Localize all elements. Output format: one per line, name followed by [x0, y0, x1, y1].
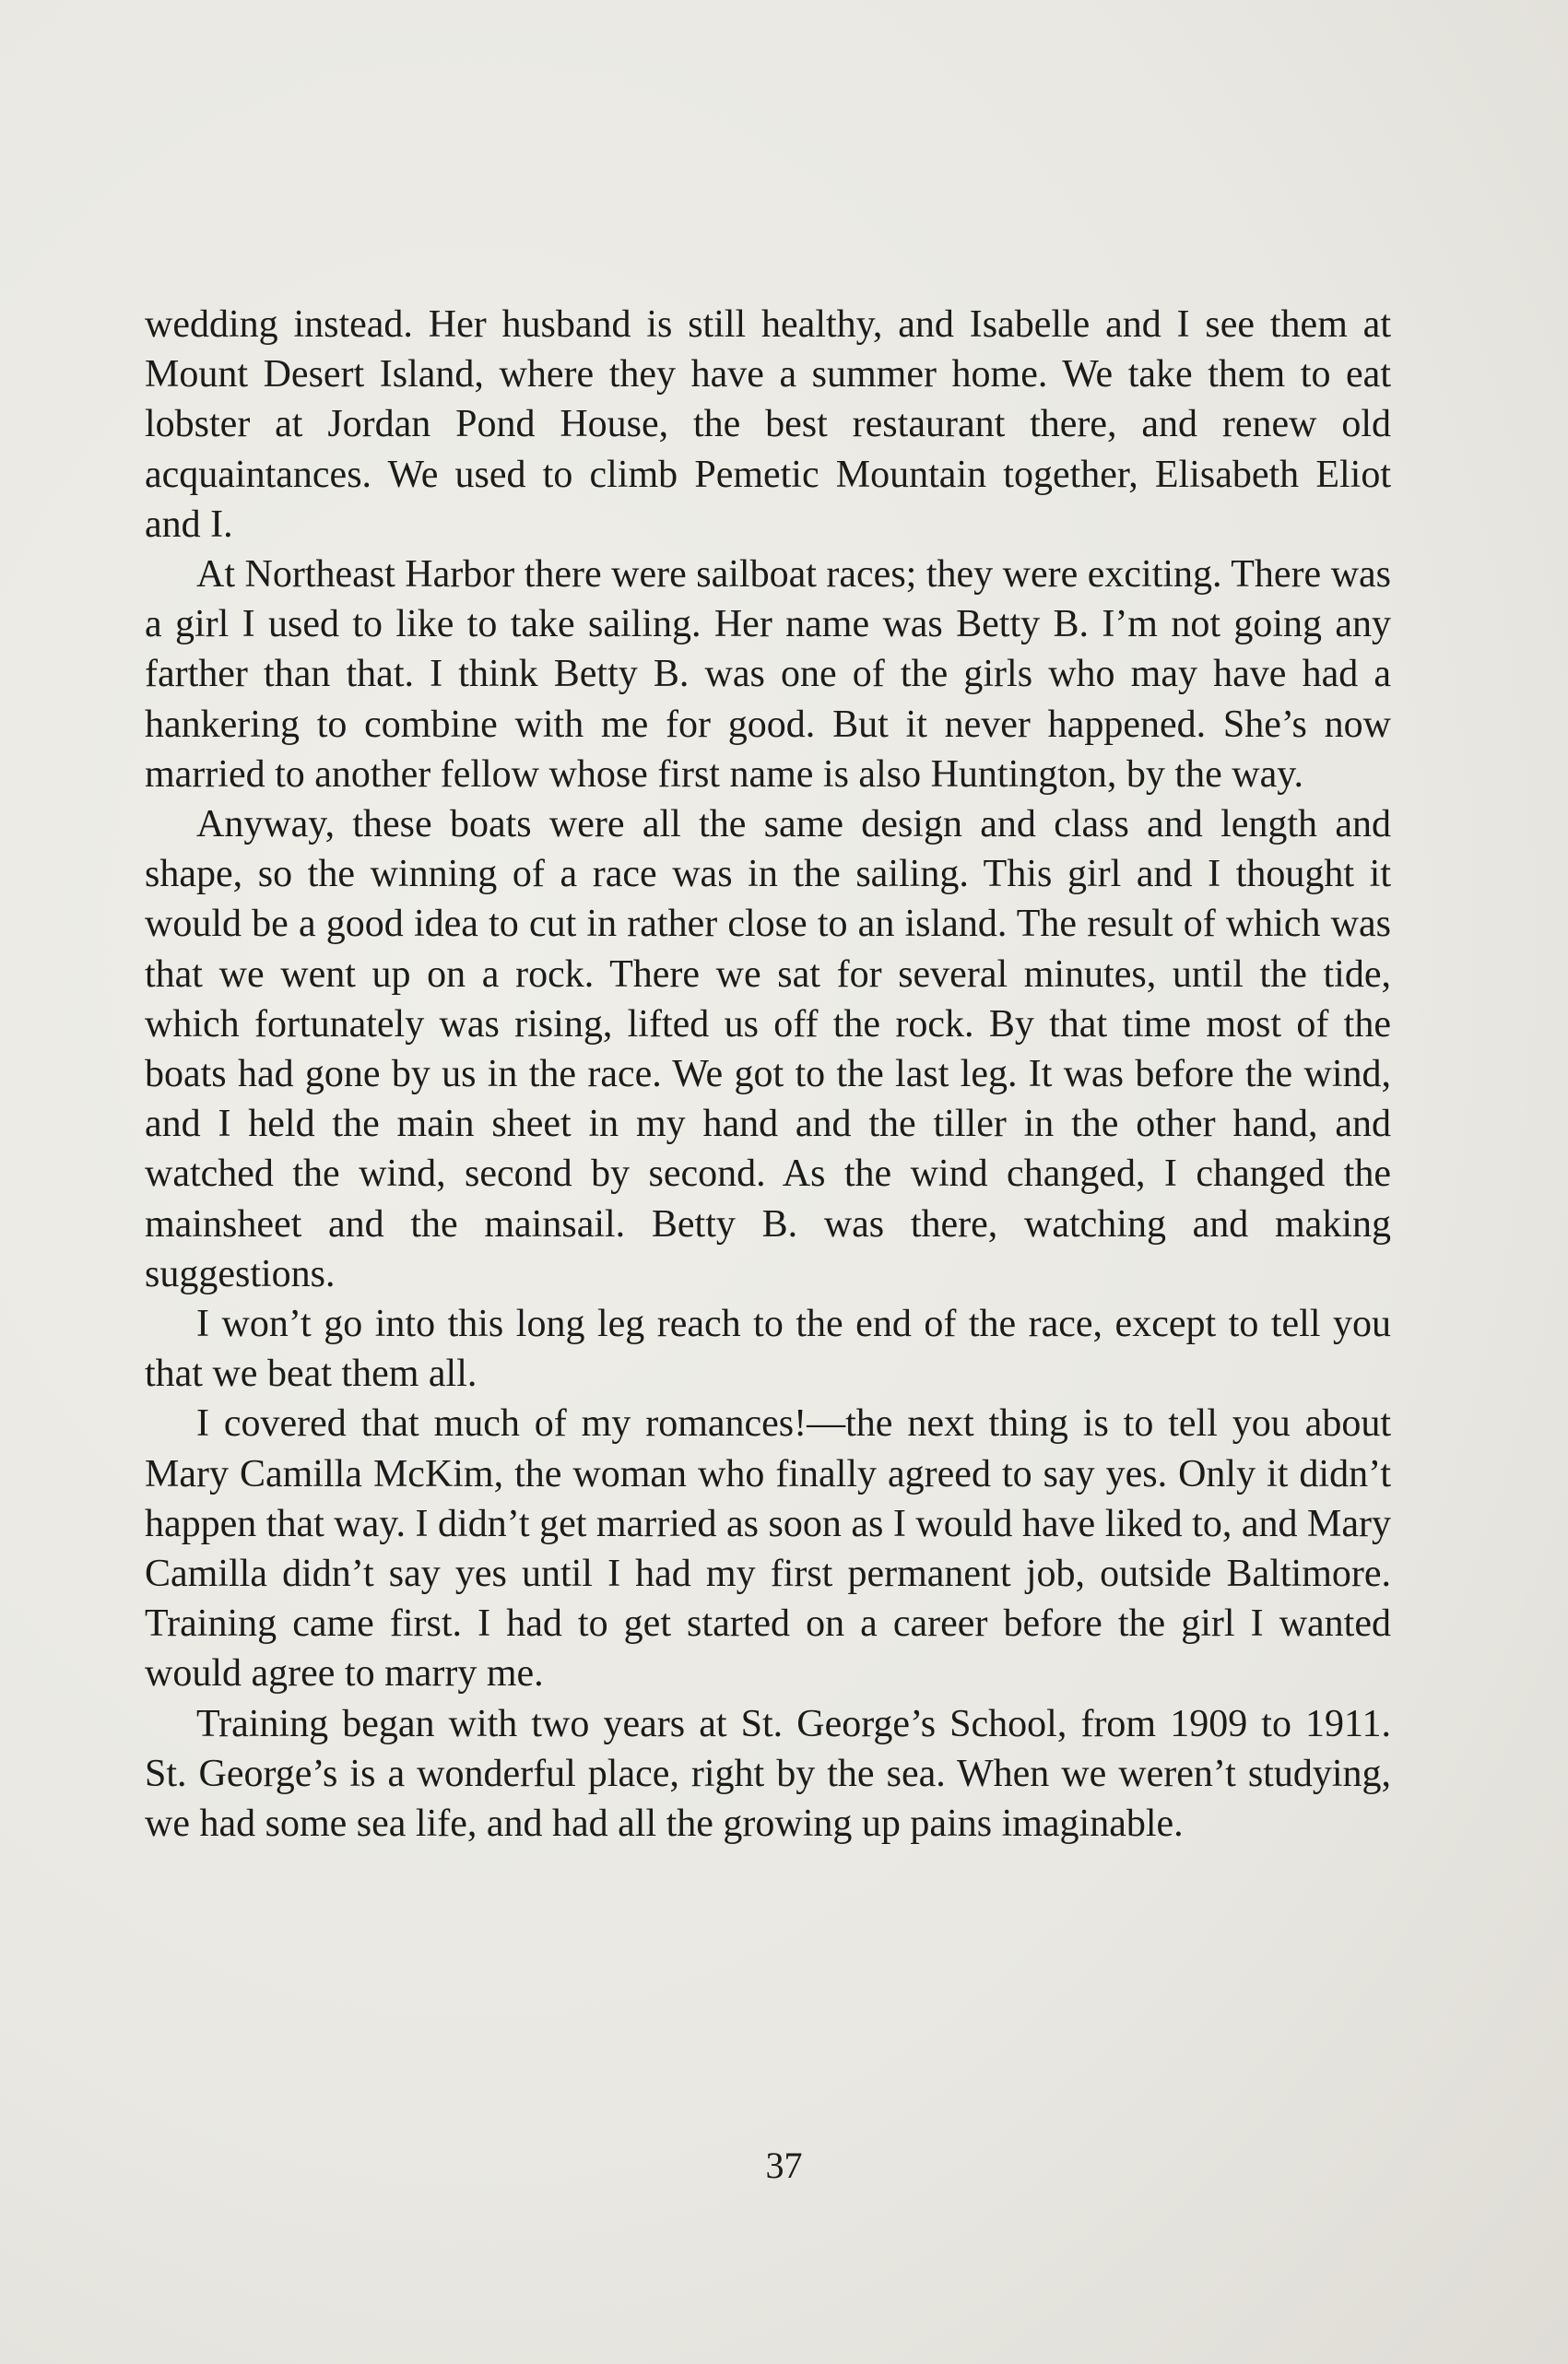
paragraph-1: wedding instead. Her husband is still healthy, and Isabelle and I see them at Mount Desert Island, where they have a summer home. We take them to eat lobster at Jordan Pond House, the best restaurant there, and renew old acquaintances. We used to climb Pemetic Mountain together, Elisabeth Eliot and I.: [145, 303, 1391, 546]
paragraph-5: I covered that much of my romances!—the next thing is to tell you about Mary Camilla McKim, the woman who finally agreed to say yes. Only it didn’t happen that way. I didn’t get married as soon as I would have liked to, and Mary Camilla didn’t say yes until I had my first permanent job, outside Baltimore. Training came first. I had to get started on a career before the girl I wanted would agree to marry me.: [145, 1402, 1391, 1696]
body-text: [145, 300, 1391, 1849]
paragraph-6: Training began with two years at St. George’s School, from 1909 to 1911. St. George’s is a wonderful place, right by the sea. When we weren’t studying, we had some sea life, and had all the growing up pains imaginable.: [145, 1702, 1391, 1846]
paragraph-3: Anyway, these boats were all the same design and class and length and shape, so the winning of a race was in the sailing. This girl and I thought it would be a good idea to cut in rather close to an island. The result of which was that we went up on a rock. There we sat for several minutes, until the tide, which fortunately was rising, lifted us off the rock. By that time most of the boats had gone by us in the race. We got to the last leg. It was before the wind, and I held the main sheet in my hand and the tiller in the other hand, and watched the wind, second by second. As the wind changed, I changed the mainsheet and the mainsail. Betty B. was there, watching and making suggestions.: [145, 803, 1391, 1295]
paragraph-4: I won’t go into this long leg reach to the end of the race, except to tell you that we beat them all.: [145, 1303, 1391, 1396]
page-number: 37: [765, 2145, 803, 2186]
paragraph-2: At Northeast Harbor there were sailboat races; they were exciting. There was a girl I used to like to take sailing. Her name was Betty B. I’m not going any farther than that. I think Betty B. was one of the girls who may have had a hankering to combine with me for good. But it never happened. She’s now married to another fellow whose first name is also Huntington, by the way.: [145, 553, 1392, 796]
